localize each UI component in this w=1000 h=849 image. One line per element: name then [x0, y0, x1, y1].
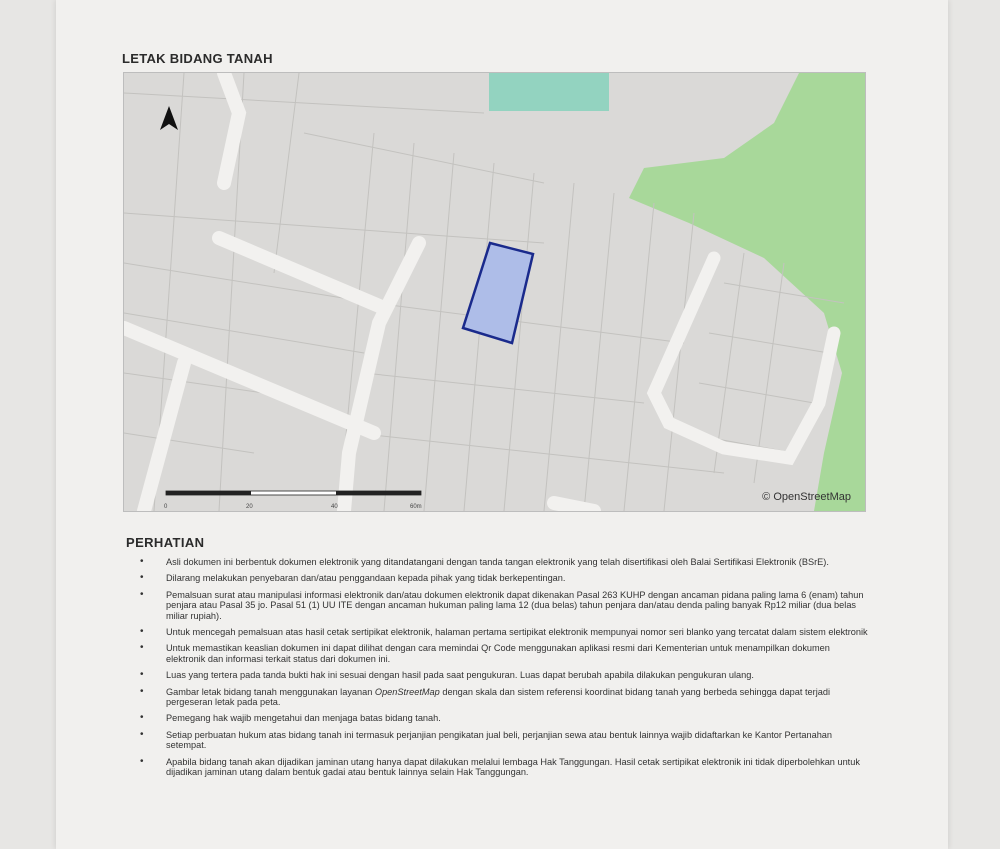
notice-item: • Pemalsuan surat atau manipulasi informasi elektronik dan/atau dokumen elektronik dapat dikenakan Pasal 263 KUHP dengan ancaman pidana paling lama 6 (enam) tahun penjara atau Pasal 35 jo. Pasal 51 (1) UU ITE dengan ancaman hukuman paling lama 12 (dua belas) tahun penjara dan/atau denda paling banyak Rp12 miliar (dua belas miliar rupiah).: [130, 590, 870, 621]
notice-item: • Dilarang melakukan penyebaran dan/atau penggandaan kepada pihak yang tidak berkepentingan.: [130, 573, 870, 583]
osm-italic-text: OpenStreetMap: [374, 686, 440, 697]
notice-item: • Untuk mencegah pemalsuan atas hasil cetak sertipikat elektronik, halaman pertama sertipikat elektronik mempunyai nomor seri blanko yang tercatat dalam sistem elektronik: [130, 627, 870, 637]
map-canvas: [124, 73, 865, 511]
scale-bar: [166, 491, 421, 495]
notice-item: • Untuk memastikan keaslian dokumen ini dapat dilihat dengan cara memindai Qr Code menggunakan aplikasi resmi dari Kementerian untuk menampilkan dokumen elektronik dan informasi terkait status dari dokumen ini.: [130, 643, 870, 664]
map-attribution[interactable]: © OpenStreetMap: [762, 491, 851, 503]
section-title: LETAK BIDANG TANAH: [122, 51, 273, 66]
location-map[interactable]: [123, 72, 866, 512]
notice-item: [130, 687, 870, 708]
scale-label: 0: [164, 504, 168, 510]
scale-label: 20: [246, 504, 253, 510]
scale-label: 60m: [410, 504, 422, 510]
notice-text: dengan skala dan sistem referensi koordinat bidang tanah yang berbeda sehingga dapat terjadi pergeseran letak pada peta.: [166, 686, 831, 708]
notice-text: Gambar letak bidang tanah menggunakan layanan: [166, 686, 375, 697]
notice-item: • Luas yang tertera pada tanda bukti hak ini sesuai dengan hasil pada saat pengukuran. Luas dapat berubah apabila dilakukan pengukuran ulang.: [130, 670, 870, 680]
notice-title: PERHATIAN: [126, 535, 205, 550]
notice-item: • Setiap perbuatan hukum atas bidang tanah ini termasuk perjanjian pengikatan jual beli, perjanjian sewa atau bentuk lainnya wajib didaftarkan ke Kantor Pertanahan setempat.: [130, 730, 870, 751]
notice-item: • Apabila bidang tanah akan dijadikan jaminan utang hanya dapat dilakukan melalui lembaga Hak Tanggungan. Hasil cetak sertipikat elektronik ini tidak diperbolehkan untuk dijadikan jaminan utang dalam bentuk gadai atau bentuk lainnya selain Hak Tanggungan.: [130, 757, 870, 778]
notice-item: • Pemegang hak wajib mengetahui dan menjaga batas bidang tanah.: [130, 713, 870, 723]
notice-item: • Asli dokumen ini berbentuk dokumen elektronik yang ditandatangani dengan tanda tangan elektronik yang telah disertifikasi oleh Balai Sertifikasi Elektronik (BSrE).: [130, 557, 870, 567]
scale-label: 40: [331, 504, 338, 510]
notice-list: [130, 557, 870, 784]
water-area: [489, 73, 609, 111]
